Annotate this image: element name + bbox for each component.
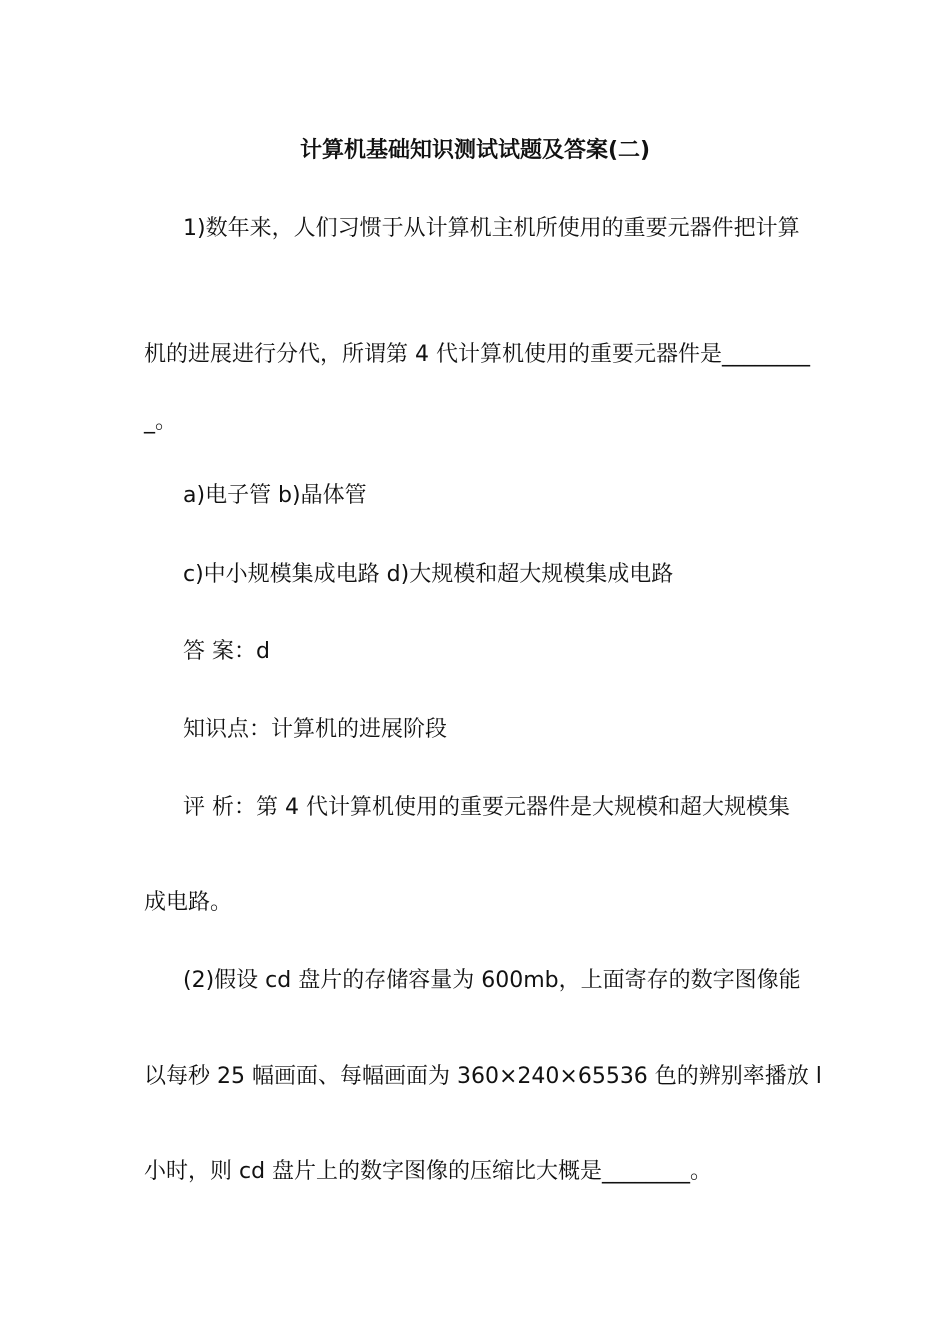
question-1-line-1: 1)数年来，人们习惯于从计算机主机所使用的重要元器件把计算 xyxy=(183,216,800,241)
question-2-line-2: 以每秒 25 幅画面、每幅画面为 360×240×65536 色的辨别率播放 l xyxy=(144,1064,822,1089)
question-2-line-1: (2)假设 cd 盘片的存储容量为 600mb，上面寄存的数字图像能 xyxy=(183,968,801,993)
question-1-line-3: _。 xyxy=(144,409,178,434)
question-1-line-2: 机的进展进行分代，所谓第 4 代计算机使用的重要元器件是________ xyxy=(144,342,810,367)
question-1-options-ab: a)电子管 b)晶体管 xyxy=(183,483,367,508)
question-1-analysis-line-2: 成电路。 xyxy=(144,890,233,915)
document-title: 计算机基础知识测试试题及答案(二) xyxy=(299,138,651,163)
question-1-analysis-line-1: 评 析：第 4 代计算机使用的重要元器件是大规模和超大规模集 xyxy=(183,795,790,820)
question-1-knowledge-point: 知识点：计算机的进展阶段 xyxy=(183,717,448,742)
question-2-line-3: 小时，则 cd 盘片上的数字图像的压缩比大概是________。 xyxy=(144,1159,713,1184)
question-1-answer: 答 案：d xyxy=(183,639,270,664)
question-1-options-cd: c)中小规模集成电路 d)大规模和超大规模集成电路 xyxy=(183,562,674,587)
